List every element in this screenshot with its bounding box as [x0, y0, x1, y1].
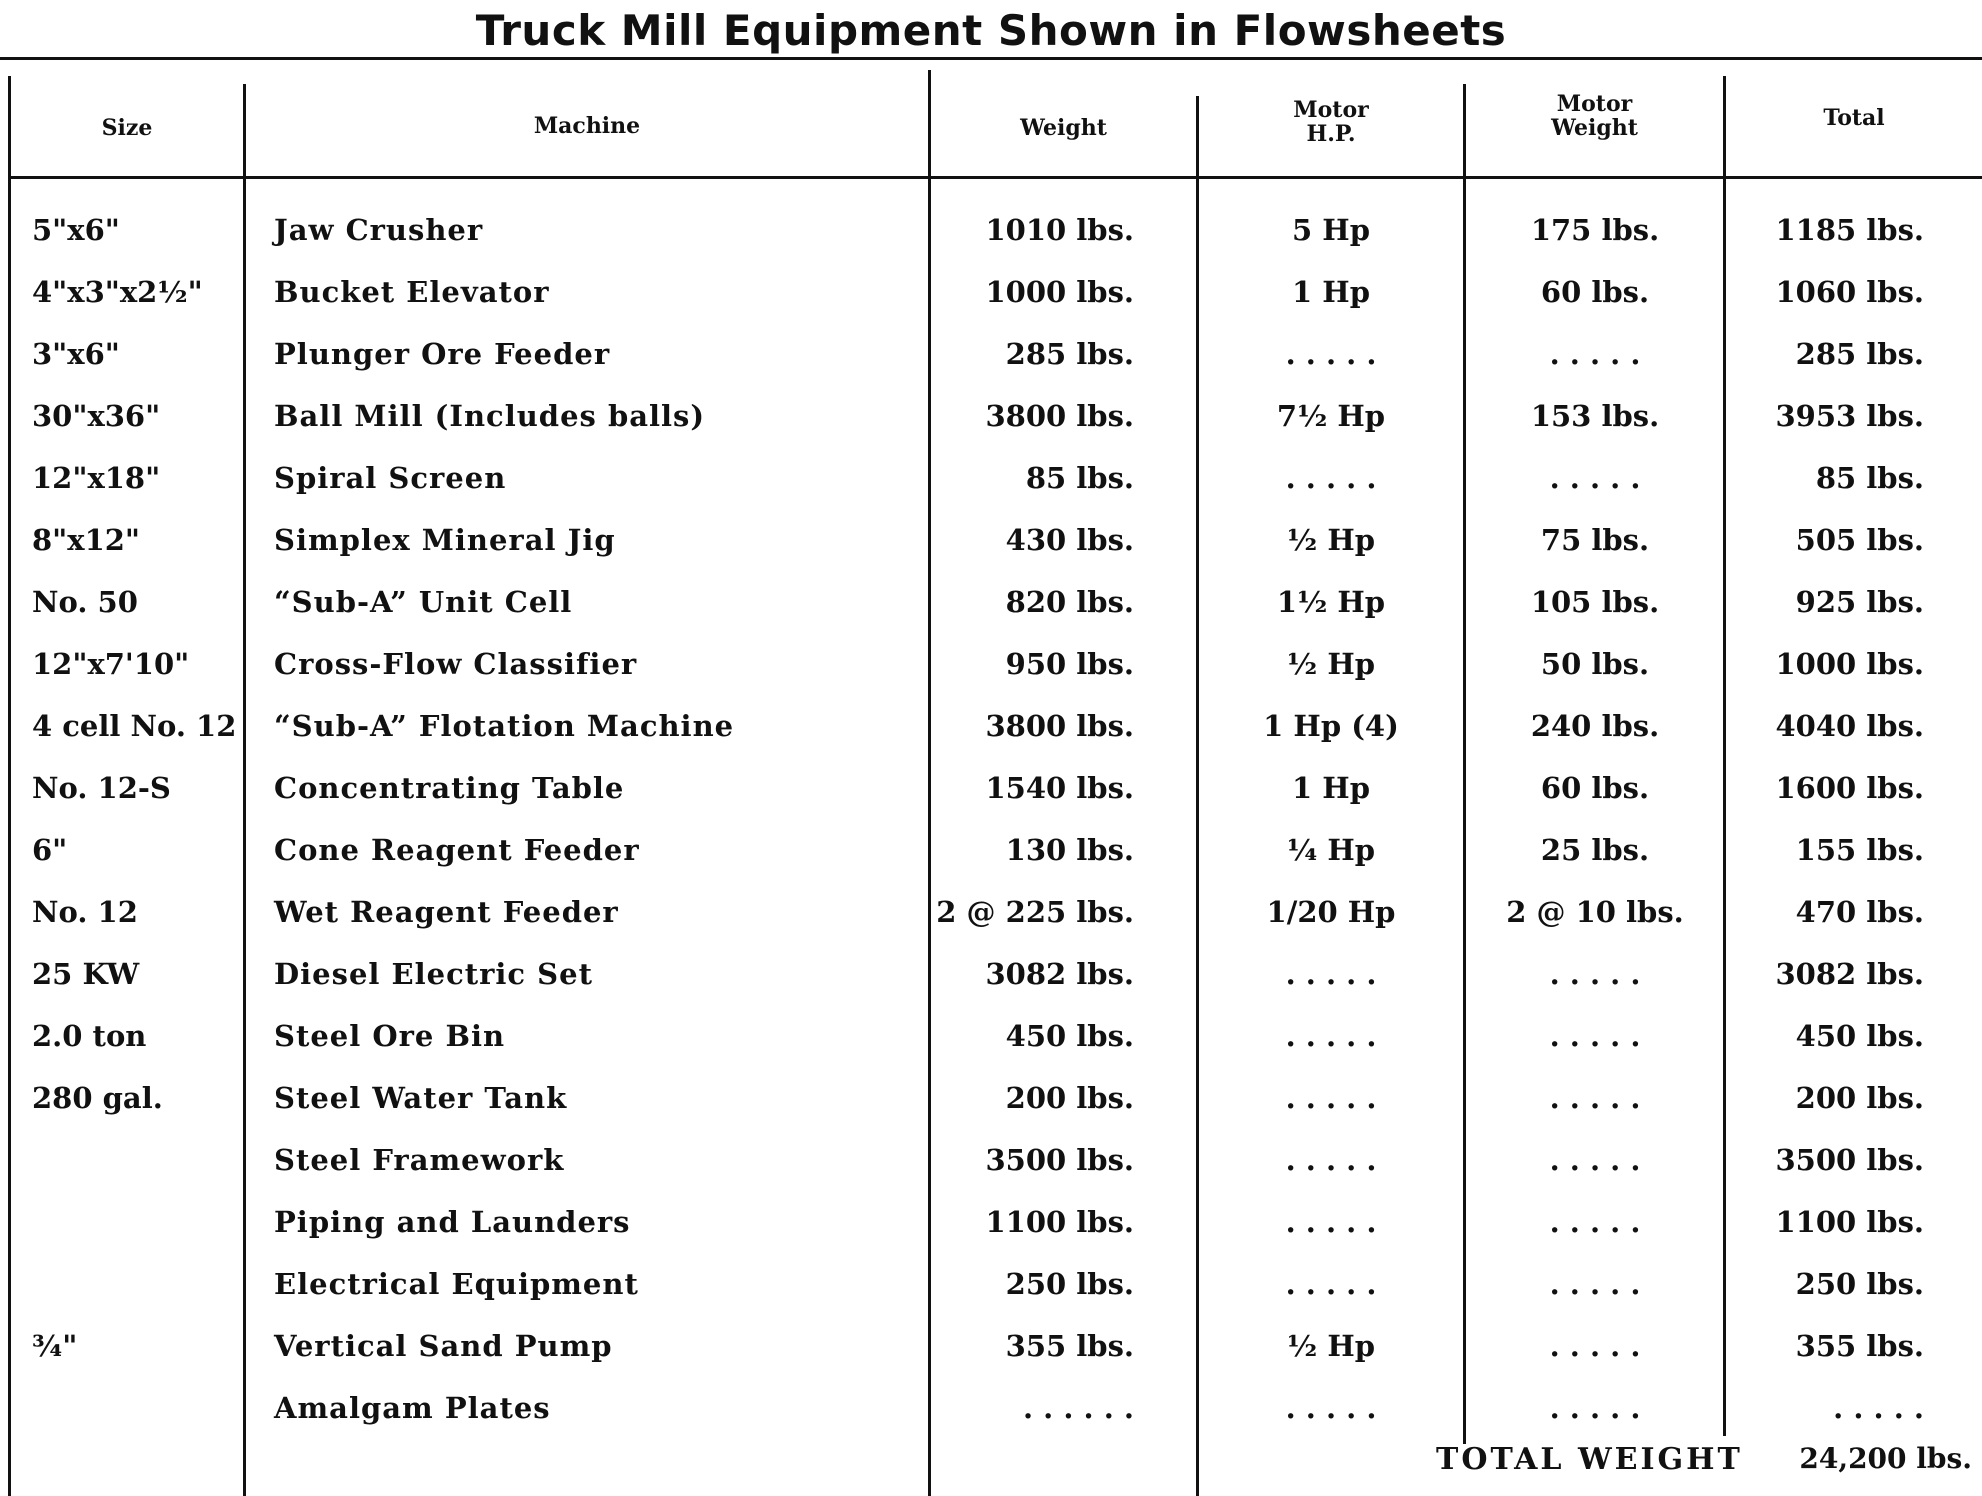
header-motor-hp	[1199, 98, 1463, 146]
column-rule-left	[8, 76, 11, 1496]
page-title: Truck Mill Equipment Shown in Flowsheets	[475, 6, 1507, 55]
cell-size: No. 12	[32, 895, 138, 929]
cell-motor-weight: 60 lbs.	[1540, 275, 1650, 309]
cell-total: 3953 lbs.	[1775, 399, 1924, 433]
cell-hp: . . . . .	[1285, 1267, 1377, 1301]
cell-machine: Cone Reagent Feeder	[274, 833, 640, 867]
total-weight-label: TOTAL WEIGHT	[1436, 1442, 1743, 1477]
cell-size: 25 KW	[32, 957, 140, 991]
cell-weight: 355 lbs.	[1005, 1329, 1134, 1363]
header-machine: Machine	[533, 113, 641, 139]
cell-weight: 85 lbs.	[1025, 461, 1134, 495]
cell-size: 2.0 ton	[32, 1019, 147, 1053]
cell-machine: “Sub-A” Flotation Machine	[274, 709, 735, 743]
cell-total: 355 lbs.	[1795, 1329, 1924, 1363]
cell-total: 85 lbs.	[1815, 461, 1924, 495]
cell-size: No. 50	[32, 585, 138, 619]
cell-total: 505 lbs.	[1795, 523, 1924, 557]
cell-weight: 1540 lbs.	[985, 771, 1134, 805]
cell-hp: 1/20 Hp	[1266, 895, 1396, 929]
cell-hp: . . . . .	[1285, 461, 1377, 495]
cell-motor-weight: . . . . .	[1549, 1391, 1641, 1425]
cell-weight: 250 lbs.	[1005, 1267, 1134, 1301]
cell-weight: 130 lbs.	[1005, 833, 1134, 867]
cell-machine: Amalgam Plates	[274, 1391, 551, 1425]
cell-size: 3"x6"	[32, 337, 120, 371]
cell-total: 250 lbs.	[1795, 1267, 1924, 1301]
cell-machine: Vertical Sand Pump	[274, 1329, 613, 1363]
cell-machine: Ball Mill (Includes balls)	[274, 399, 706, 433]
cell-motor-weight: 175 lbs.	[1530, 213, 1660, 247]
cell-total: 470 lbs.	[1795, 895, 1924, 929]
cell-machine: Plunger Ore Feeder	[274, 337, 611, 371]
cell-size: ¾"	[32, 1329, 78, 1363]
cell-motor-weight: . . . . .	[1549, 1019, 1641, 1053]
cell-total: 450 lbs.	[1795, 1019, 1924, 1053]
header-weight: Weight	[1020, 115, 1107, 141]
cell-machine: Piping and Launders	[274, 1205, 631, 1239]
cell-weight: 430 lbs.	[1005, 523, 1134, 557]
cell-size: 8"x12"	[32, 523, 141, 557]
cell-hp: . . . . .	[1285, 1019, 1377, 1053]
cell-total: 925 lbs.	[1795, 585, 1924, 619]
cell-motor-weight: 2 @ 10 lbs.	[1506, 895, 1684, 929]
cell-motor-weight: . . . . .	[1549, 1267, 1641, 1301]
cell-weight: 1000 lbs.	[985, 275, 1134, 309]
cell-total: 4040 lbs.	[1775, 709, 1924, 743]
cell-weight: 285 lbs.	[1005, 337, 1134, 371]
cell-weight: . . . . . .	[1022, 1391, 1134, 1425]
cell-machine: Simplex Mineral Jig	[274, 523, 616, 557]
cell-hp: ¼ Hp	[1286, 833, 1376, 867]
cell-motor-weight: 60 lbs.	[1540, 771, 1650, 805]
cell-size: 4 cell No. 12	[32, 709, 237, 743]
top-rule	[0, 57, 1982, 60]
cell-total: 3500 lbs.	[1775, 1143, 1924, 1177]
cell-weight: 450 lbs.	[1005, 1019, 1134, 1053]
cell-weight: 950 lbs.	[1005, 647, 1134, 681]
header-motor-weight	[1466, 92, 1723, 140]
cell-hp: 7½ Hp	[1276, 399, 1386, 433]
header-bottom-rule	[9, 176, 1982, 179]
cell-size: 12"x18"	[32, 461, 161, 495]
header-motor-weight-line2: Weight	[1551, 115, 1638, 141]
cell-hp: 5 Hp	[1292, 213, 1370, 247]
cell-machine: “Sub-A” Unit Cell	[274, 585, 573, 619]
cell-weight: 3800 lbs.	[985, 709, 1134, 743]
cell-size: 4"x3"x2½"	[32, 275, 203, 309]
cell-total: . . . . .	[1833, 1391, 1924, 1425]
cell-motor-weight: 50 lbs.	[1540, 647, 1650, 681]
cell-hp: . . . . .	[1285, 337, 1377, 371]
header-motor-hp-line1: Motor	[1293, 97, 1369, 123]
cell-machine: Wet Reagent Feeder	[274, 895, 619, 929]
cell-hp: 1½ Hp	[1276, 585, 1386, 619]
cell-machine: Jaw Crusher	[274, 213, 484, 247]
cell-motor-weight: . . . . .	[1549, 957, 1641, 991]
cell-hp: . . . . .	[1285, 957, 1377, 991]
cell-machine: Diesel Electric Set	[274, 957, 593, 991]
cell-size: 30"x36"	[32, 399, 161, 433]
column-rule-machine	[928, 70, 931, 1496]
cell-size: 12"x7'10"	[32, 647, 190, 681]
cell-hp: . . . . .	[1285, 1081, 1377, 1115]
cell-motor-weight: . . . . .	[1549, 461, 1641, 495]
cell-total: 1060 lbs.	[1775, 275, 1924, 309]
cell-total: 1185 lbs.	[1775, 213, 1924, 247]
cell-weight: 2 @ 225 lbs.	[936, 895, 1134, 929]
cell-motor-weight: . . . . .	[1549, 1143, 1641, 1177]
cell-hp: . . . . .	[1285, 1391, 1377, 1425]
cell-motor-weight: 240 lbs.	[1530, 709, 1660, 743]
cell-motor-weight: 153 lbs.	[1530, 399, 1660, 433]
cell-motor-weight: 75 lbs.	[1540, 523, 1650, 557]
cell-size: 5"x6"	[32, 213, 120, 247]
header-size: Size	[101, 115, 153, 141]
cell-total: 285 lbs.	[1795, 337, 1924, 371]
cell-hp: . . . . .	[1285, 1205, 1377, 1239]
cell-total: 1100 lbs.	[1775, 1205, 1924, 1239]
cell-machine: Steel Framework	[274, 1143, 565, 1177]
total-weight-value: 24,200 lbs.	[1799, 1442, 1972, 1475]
cell-weight: 1010 lbs.	[985, 213, 1134, 247]
cell-hp: ½ Hp	[1286, 523, 1376, 557]
cell-motor-weight: 25 lbs.	[1540, 833, 1650, 867]
cell-hp: ½ Hp	[1286, 1329, 1376, 1363]
cell-motor-weight: . . . . .	[1549, 1329, 1641, 1363]
cell-total: 155 lbs.	[1795, 833, 1924, 867]
cell-size: No. 12-S	[32, 771, 171, 805]
header-motor-weight-line1: Motor	[1556, 91, 1633, 117]
column-rule-weight	[1196, 96, 1199, 1496]
cell-hp: ½ Hp	[1286, 647, 1376, 681]
column-rule-size	[243, 84, 246, 1496]
header-total: Total	[1823, 105, 1885, 131]
cell-machine: Steel Water Tank	[274, 1081, 568, 1115]
cell-total: 3082 lbs.	[1775, 957, 1924, 991]
cell-motor-weight: . . . . .	[1549, 1081, 1641, 1115]
cell-weight: 820 lbs.	[1005, 585, 1134, 619]
cell-weight: 3500 lbs.	[985, 1143, 1134, 1177]
cell-total: 1000 lbs.	[1775, 647, 1924, 681]
cell-hp: . . . . .	[1285, 1143, 1377, 1177]
header-motor-hp-line2: H.P.	[1306, 121, 1356, 147]
cell-machine: Electrical Equipment	[274, 1267, 639, 1301]
cell-machine: Cross-Flow Classifier	[274, 647, 638, 681]
cell-hp: 1 Hp (4)	[1263, 709, 1399, 743]
cell-motor-weight: 105 lbs.	[1530, 585, 1660, 619]
cell-total: 200 lbs.	[1795, 1081, 1924, 1115]
cell-hp: 1 Hp	[1292, 275, 1370, 309]
cell-machine: Spiral Screen	[274, 461, 507, 495]
cell-weight: 3082 lbs.	[985, 957, 1134, 991]
cell-weight: 3800 lbs.	[985, 399, 1134, 433]
cell-size: 280 gal.	[32, 1081, 163, 1115]
cell-weight: 1100 lbs.	[985, 1205, 1134, 1239]
cell-machine: Concentrating Table	[274, 771, 625, 805]
cell-motor-weight: . . . . .	[1549, 1205, 1641, 1239]
cell-machine: Bucket Elevator	[274, 275, 550, 309]
cell-weight: 200 lbs.	[1005, 1081, 1134, 1115]
cell-size: 6"	[32, 833, 68, 867]
cell-hp: 1 Hp	[1292, 771, 1370, 805]
cell-total: 1600 lbs.	[1775, 771, 1924, 805]
cell-motor-weight: . . . . .	[1549, 337, 1641, 371]
cell-machine: Steel Ore Bin	[274, 1019, 506, 1053]
